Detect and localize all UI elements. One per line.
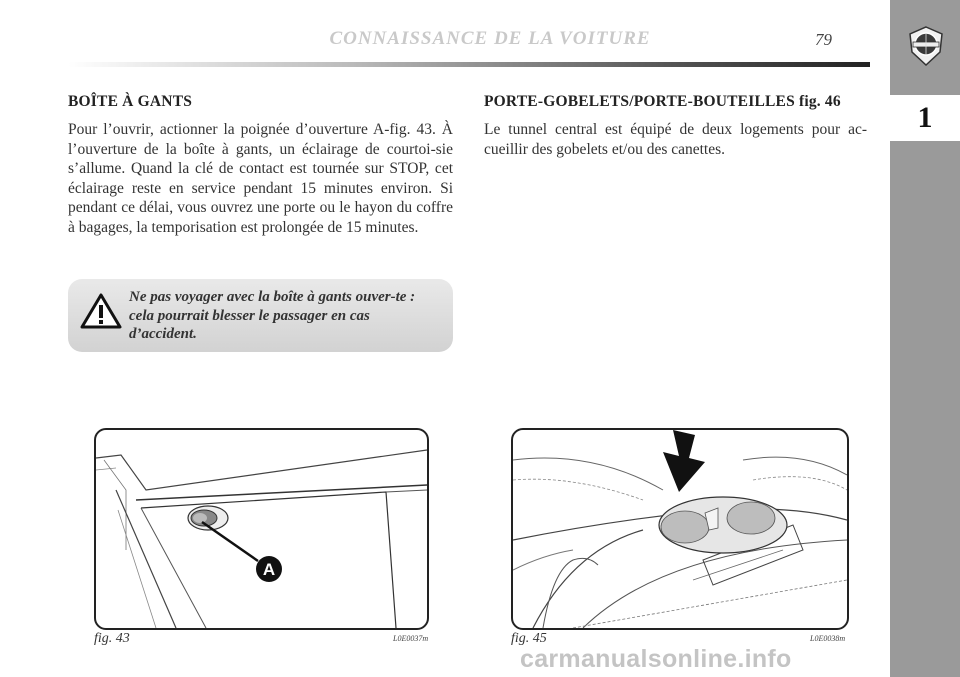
glovebox-illustration bbox=[96, 430, 427, 628]
running-header-title: CONNAISSANCE DE LA VOITURE bbox=[329, 28, 651, 49]
figure-43-caption: fig. 43 bbox=[94, 631, 130, 646]
cupholder-illustration bbox=[513, 430, 847, 628]
cupholder-paragraph: Le tunnel central est équipé de deux logements pour ac-cueillir des gobelets et/ou des canettes. bbox=[484, 121, 867, 158]
chapter-number: 1 bbox=[890, 95, 960, 141]
figure-43-glovebox bbox=[94, 428, 429, 630]
figure-45-caption: fig. 45 bbox=[511, 631, 547, 646]
warning-text: Ne pas voyager avec la boîte à gants ouver-te : cela pourrait blesser le passager en cas d’accident. bbox=[129, 289, 416, 342]
figure-43-code: L0E0037m bbox=[393, 634, 429, 643]
figure-45-code: L0E0038m bbox=[810, 634, 846, 643]
callout-a-label: A bbox=[262, 560, 276, 579]
figure-45-cupholder bbox=[511, 428, 849, 630]
page-number: 79 bbox=[815, 30, 832, 49]
glovebox-paragraph: Pour l’ouvrir, actionner la poignée d’ouverture A-fig. 43. À l’ouverture de la boîte à gants, un éclairage de courtoi-sie s’allume. Quand la clé de contact est tournée sur STOP, cet éclairage reste en service pendant 15 minutes environ. Si pendant ce délai, vous ouvrez une porte ou le hayon du coffre à bagages, la temporisation est prolongée de 15 minutes. bbox=[68, 121, 453, 236]
cupholder-heading: PORTE-GOBELETS/PORTE-BOUTEILLES fig. 46 bbox=[484, 93, 841, 110]
lancia-logo-icon bbox=[908, 26, 944, 66]
watermark: carmanualsonline.info bbox=[520, 645, 792, 673]
warning-triangle-icon bbox=[80, 293, 122, 329]
glovebox-heading: BOÎTE À GANTS bbox=[68, 93, 193, 110]
header-rule bbox=[68, 62, 870, 67]
